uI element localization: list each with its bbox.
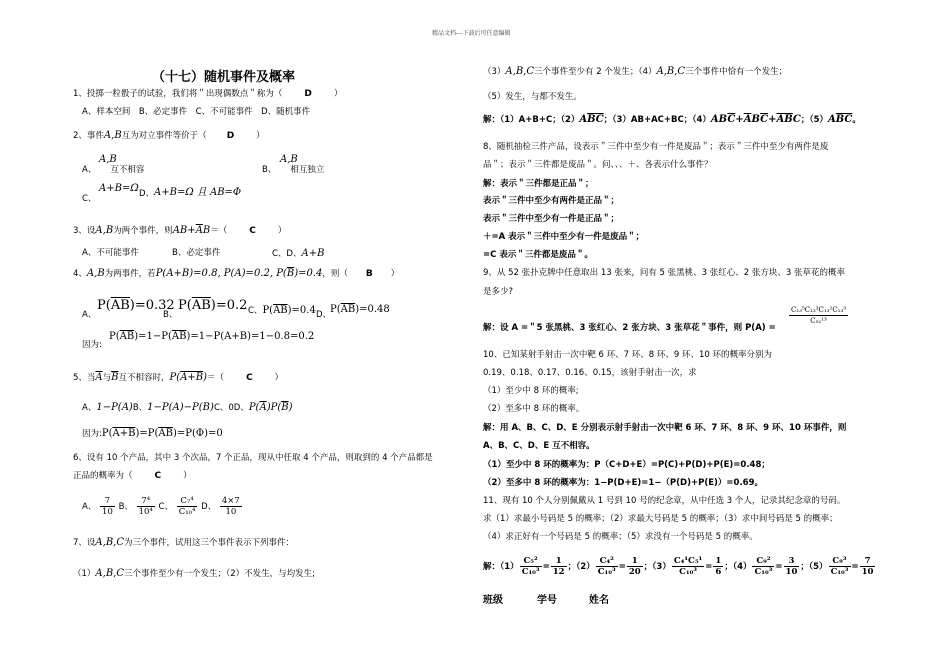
question-11-solution: 解：（1） $\frac{\text{C₅²}}{\text{C₁₀³}}$ = $\frac{1}{12}$ ；（2） $\frac{\text{C₄²}}{\text{C₁₀³}}$ = $\frac{1}{20}$ ；（3） $\frac{\text{C₄¹C₅¹}}{\text{C₁₀³}}$ = $\frac{1}{6}$ ；（4） $\frac{\text{C₉²}}{\text{C₁₀³}}$ = $\frac{3}{10}$ ；（5） $\frac{\text{C₉³}}{\text{C₁₀³}}$ = $\frac{7}{10}$ — [483, 556, 874, 577]
q2-option-a: A、 互不相容 — [82, 165, 145, 175]
question-6-line-1: 6、设有 10 个产品，其中 3 个次品，7 个正品，现从中任取 4 个产品，则取到的 4 个产品都是 — [73, 453, 433, 463]
q2-option-b: B、 相互独立 — [262, 165, 325, 175]
footer-class-label: 班级 — [483, 595, 503, 606]
q10-solution-3: （1）至少中 8 环的概率为：P（C+D+E）=P(C)+P(D)+P(E)=0.48； — [483, 460, 770, 470]
footer-id-label: 学号 — [537, 595, 557, 606]
q8-solution-5: =C 表示＂三件都是废品＂。 — [483, 250, 593, 260]
question-9-line-2: 是多少? — [483, 287, 514, 297]
question-11-line-3: （4）求正好有一个号码是 5 的概率；（5）求没有一个号码是 5 的概率。 — [483, 532, 758, 542]
page-title: （十七）随机事件及概率 — [152, 70, 296, 85]
question-11-line-2: 求（1）求最小号码是 5 的概率；（2）求最大号码是 5 的概率；（3）求中间号码是 5 的概率； — [483, 514, 838, 524]
q4-option-c: C、$P(\overline{AB})=0.4$ — [248, 305, 316, 316]
question-2: 2、事件A,B互为对立事件等价于（ D ） — [73, 130, 265, 141]
q4-option-b-label: B、 — [163, 310, 178, 320]
question-10-line-2: 0.19、0.18、0.17、0.16、0.15，该射手射击一次，求 — [483, 368, 697, 378]
question-5: 5、当$\overline{A}$与$\overline{B}$互不相容时，P(A+B)＝（ C ） — [73, 372, 284, 383]
q6-options: A、 $\frac{7}{10}$ B、 $\frac{\text{7⁴}}{\text{10⁴}}$ C、 $\frac{\text{C₇⁴}}{\text{C₁₀⁴}}$ D、 $\frac{4\times 7}{10}$ — [82, 496, 240, 517]
q5-because: 因为$:P(A+B)=P(\overline{A}\overline{B})=P(\Phi)=0$ — [82, 428, 223, 439]
q4-reason-math: $P(\overline{A}\overline{B})=1-P(AB)=1-P(A+B)=1-0.8=0.2$ — [109, 331, 315, 342]
q8-solution-1: 解：表示＂三件都是正品＂； — [483, 179, 594, 189]
question-7-part-3-4: （3）A,B,C三个事件至少有 2 个发生；（4）A,B,C三个事件中恰有一个发生； — [483, 66, 788, 77]
q3-option-b: B、必定事件 — [172, 248, 221, 258]
question-9-solution: 解：设 A =＂5 张黑桃、3 张红心、2 张方块、3 张草花＂事件，则 P(A) = — [483, 323, 776, 333]
q8-solution-2: 表示＂三件中至少有两件是正品＂； — [483, 196, 620, 206]
question-7-part-1: （1）A,B,C三个事件至少有一个发生；（2）不发生，与均发生; — [73, 568, 316, 579]
question-6-line-2: 正品的概率为（ C ） — [73, 471, 192, 481]
q4-option-a-label: A、 — [82, 310, 97, 320]
q3-option-a: A、不可能事件 — [82, 248, 139, 258]
question-10-part-2: （2）至多中 8 环的概率。 — [483, 404, 585, 414]
q2-option-d: D、 — [139, 189, 155, 199]
footer-name-label: 姓名 — [589, 595, 609, 606]
question-10-line-1: 10、已知某射手射击一次中靶 6 环、7 环、8 环、9 环、10 环的概率分别为 — [483, 350, 772, 360]
q4-option-d-label: D、 — [316, 310, 332, 320]
q10-solution-4: （2）至多中 8 环的概率为：1−P(D+E)=1−（P(D)+P(E)）=0.69。 — [483, 478, 764, 488]
q10-solution-2: A、B、C、D、E 互不相容。 — [483, 441, 595, 451]
q9-fraction: $\frac{\text{C₁₃⁵C₁₃³C₁₃²C₁₃³}}{\text{C₅₂¹³}}$ — [791, 306, 847, 325]
question-10-part-1: （1）至少中 8 环的概率; — [483, 386, 579, 396]
q2-option-c-math: A+B=Ω — [99, 183, 139, 194]
question-8-line-1: 8、随机抽检三件产品，设表示＂三件中至少有一件是废品＂；表示＂三件中至少有两件是废 — [483, 142, 829, 152]
q2-option-a-math: A,B — [99, 154, 117, 165]
q4-option-d-math: $P(\overline{AB})=0.48$ — [330, 304, 390, 315]
q5-options: A、1−P(A)B、1−P(A)−P(B)C、0D、$P(\overline{A})P(\overline{B})$ — [82, 402, 293, 413]
page-header: 精品文档---下载后可任意编辑 — [432, 30, 511, 37]
question-7-solution: 解：（1）A+B+C；$(2)A\overline{B}\overline{C}$；（3）AB+AC+BC；$(4)AB\overline{C}+\overline{A}B\overline{C}+\overline{AB}C$；$(5)A\overline{BC}$。 — [483, 114, 861, 125]
q2-option-b-math: A,B — [280, 154, 298, 165]
question-7: 7、设A,B,C为三个事件，试用这三个事件表示下列事件： — [73, 537, 295, 548]
q8-solution-4: ＋=A 表示＂三件中至少有一件是废品＂； — [483, 232, 645, 242]
q3-option-c: C、D、A+B — [272, 248, 325, 259]
question-11-line-1: 11、现有 10 个人分别佩戴从 1 号到 10 号的纪念章，从中任选 3 个人，记录其纪念章的号码。 — [483, 496, 846, 506]
q2-option-d-math: A+B=Ω 且 AB=Φ — [154, 187, 242, 198]
q4-option-a-math: P(AB)=0.32 — [97, 298, 175, 313]
q8-solution-3: 表示＂三件中至少有一件是正品＂； — [483, 214, 620, 224]
q10-solution-1: 解：用 A、B、C、D、E 分别表示射手射击一次中靶 6 环、7 环、8 环、9 环、10 环事件，则 — [483, 423, 847, 433]
question-7-part-5: （5）发生，与都不发生。 — [483, 92, 582, 102]
q4-because: 因为: — [82, 340, 102, 350]
question-3: 3、设A,B为两个事件，则$AB+\overline{A}B=$（ C ） — [73, 225, 287, 236]
question-4: 4、A,B为两事件，若P(A+B)=0.8, P(A)=0.2, $P(\overline{B})=0.4$，则（ B ） — [73, 268, 400, 279]
question-1-options: A、样本空间 B、必定事件 C、不可能事件 D、随机事件 — [82, 107, 311, 117]
question-9-line-1: 9、从 52 张扑克牌中任意取出 13 张来，问有 5 张黑桃、3 张红心、2 张方块、3 张草花的概率 — [483, 268, 845, 278]
q2-option-c: C、 — [82, 194, 97, 204]
question-8-line-2: 品＂；表示＂三件都是废品＂。问、、、＋、各表示什么事件？ — [483, 160, 713, 170]
q4-option-b-math: P(AB)=0.2 — [178, 298, 248, 313]
question-1: 1、投掷一粒骰子的试验，我们将＂出现偶数点＂称为（ D ） — [73, 89, 343, 99]
